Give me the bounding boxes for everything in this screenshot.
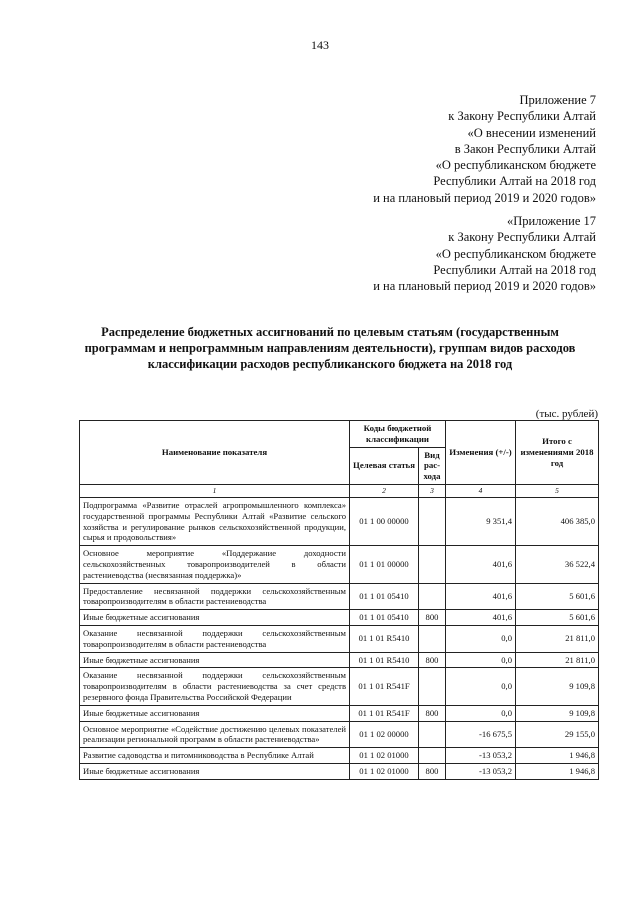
cell-type: 800 (419, 610, 446, 626)
cell-type (419, 625, 446, 652)
cell-code: 01 1 01 05410 (350, 583, 419, 610)
cell-change: 401,6 (446, 583, 516, 610)
cell-code: 01 1 02 01000 (350, 763, 419, 779)
title-line: Распределение бюджетных ассигнований по целевым статьям (государственным (101, 325, 559, 339)
cell-type (419, 668, 446, 705)
column-number: 4 (446, 484, 516, 497)
cell-code: 01 1 01 R541F (350, 668, 419, 705)
table-row (80, 625, 599, 652)
appendix-line: к Закону Республики Алтай (448, 109, 596, 124)
cell-name: Основное мероприятие «Содействие достижению целевых показателей реализации региональной программ в области растениеводства» (80, 721, 350, 748)
column-number: 2 (350, 484, 419, 497)
header-change: Изменения (+/-) (446, 421, 516, 485)
appendix-line: «Приложение 17 (507, 214, 596, 228)
cell-total: 406 385,0 (516, 497, 599, 545)
header-name: Наименование показателя (80, 421, 350, 485)
cell-total: 1 946,8 (516, 748, 599, 764)
cell-total: 36 522,4 (516, 546, 599, 583)
cell-change: -13 053,2 (446, 748, 516, 764)
cell-total: 21 811,0 (516, 652, 599, 668)
cell-name: Оказание несвязанной поддержки сельскохозяйственным товаропроизводителям в области растениеводства (80, 625, 350, 652)
cell-change: 401,6 (446, 610, 516, 626)
column-number: 5 (516, 484, 599, 497)
units-label: (тыс. рублей) (535, 408, 598, 420)
budget-table (79, 420, 599, 780)
header-codes-group: Коды бюджетной классификации (350, 421, 446, 448)
cell-total: 9 109,8 (516, 705, 599, 721)
cell-name: Иные бюджетные ассигнования (80, 652, 350, 668)
cell-code: 01 1 00 00000 (350, 497, 419, 545)
cell-code: 01 1 02 00000 (350, 721, 419, 748)
column-number: 3 (419, 484, 446, 497)
cell-total: 21 811,0 (516, 625, 599, 652)
appendix-line: «О республиканском бюджете (435, 158, 596, 173)
document-title (60, 324, 600, 372)
cell-name: Иные бюджетные ассигнования (80, 705, 350, 721)
header-code: Целевая статья (350, 447, 419, 484)
cell-code: 01 1 01 R5410 (350, 652, 419, 668)
appendix-line: Республики Алтай на 2018 год (433, 174, 596, 189)
header-type: Вид рас-хода (419, 447, 446, 484)
appendix-line: в Закон Республики Алтай (454, 141, 596, 156)
cell-name: Оказание несвязанной поддержки сельскохозяйственным товаропроизводителям в области растениеводства за счет средств резервного фонда Правительства Российской Федерации (80, 668, 350, 705)
cell-type (419, 583, 446, 610)
cell-name: Подпрограмма «Развитие отраслей агропромышленного комплекса» государственной программы Республики Алтай «Развитие сельского хозяйства и регулирование рынков сельскохозяйственной продукции, сырья и продовольствия» (80, 497, 350, 545)
table-row (80, 546, 599, 583)
cell-total: 9 109,8 (516, 668, 599, 705)
table-row (80, 763, 599, 779)
appendix-line: Приложение 7 (519, 93, 596, 107)
appendix-line: и на плановый период 2019 и 2020 годов» (373, 279, 596, 294)
table-row (80, 583, 599, 610)
column-number: 1 (80, 484, 350, 497)
cell-type (419, 748, 446, 764)
cell-name: Развитие садоводства и питомниководства в Республике Алтай (80, 748, 350, 764)
cell-type (419, 546, 446, 583)
cell-total: 5 601,6 (516, 610, 599, 626)
cell-total: 1 946,8 (516, 763, 599, 779)
title-line: программам и непрограммным направлениям деятельности), группам видов расходов (84, 341, 576, 355)
cell-type: 800 (419, 652, 446, 668)
cell-change: -16 675,5 (446, 721, 516, 748)
appendix-line: «О внесении изменений (467, 125, 596, 140)
cell-type (419, 721, 446, 748)
cell-code: 01 1 01 00000 (350, 546, 419, 583)
table-row (80, 668, 599, 705)
cell-code: 01 1 01 R541F (350, 705, 419, 721)
table-body (80, 497, 599, 779)
cell-change: 0,0 (446, 668, 516, 705)
table-row (80, 748, 599, 764)
cell-change: 0,0 (446, 652, 516, 668)
cell-change: 0,0 (446, 625, 516, 652)
header-total: Итого с изменениями 2018 год (516, 421, 599, 485)
appendix-line: Республики Алтай на 2018 год (433, 262, 596, 277)
cell-change: -13 053,2 (446, 763, 516, 779)
cell-name: Иные бюджетные ассигнования (80, 763, 350, 779)
cell-code: 01 1 01 05410 (350, 610, 419, 626)
cell-change: 401,6 (446, 546, 516, 583)
table-row (80, 610, 599, 626)
appendix-17-header (373, 213, 596, 294)
title-line: классификации расходов республиканского бюджета на 2018 год (147, 357, 513, 371)
table-row (80, 652, 599, 668)
appendix-line: к Закону Республики Алтай (448, 230, 596, 245)
appendix-7-header (373, 92, 596, 206)
cell-name: Основное мероприятие «Поддержание доходности сельскохозяйственных товаропроизводителей в области растениеводства (несвязанная поддержка)» (80, 546, 350, 583)
appendix-line: и на плановый период 2019 и 2020 годов» (373, 190, 596, 205)
cell-change: 0,0 (446, 705, 516, 721)
appendix-line: «О республиканском бюджете (435, 246, 596, 261)
cell-code: 01 1 02 01000 (350, 748, 419, 764)
table-row (80, 705, 599, 721)
cell-name: Предоставление несвязанной поддержки сельскохозяйственным товаропроизводителям в области растениеводства (80, 583, 350, 610)
cell-type: 800 (419, 705, 446, 721)
cell-type: 800 (419, 763, 446, 779)
cell-total: 29 155,0 (516, 721, 599, 748)
cell-code: 01 1 01 R5410 (350, 625, 419, 652)
cell-change: 9 351,4 (446, 497, 516, 545)
cell-total: 5 601,6 (516, 583, 599, 610)
cell-type (419, 497, 446, 545)
table-row (80, 721, 599, 748)
cell-name: Иные бюджетные ассигнования (80, 610, 350, 626)
page-number: 143 (311, 38, 329, 52)
table-row (80, 497, 599, 545)
